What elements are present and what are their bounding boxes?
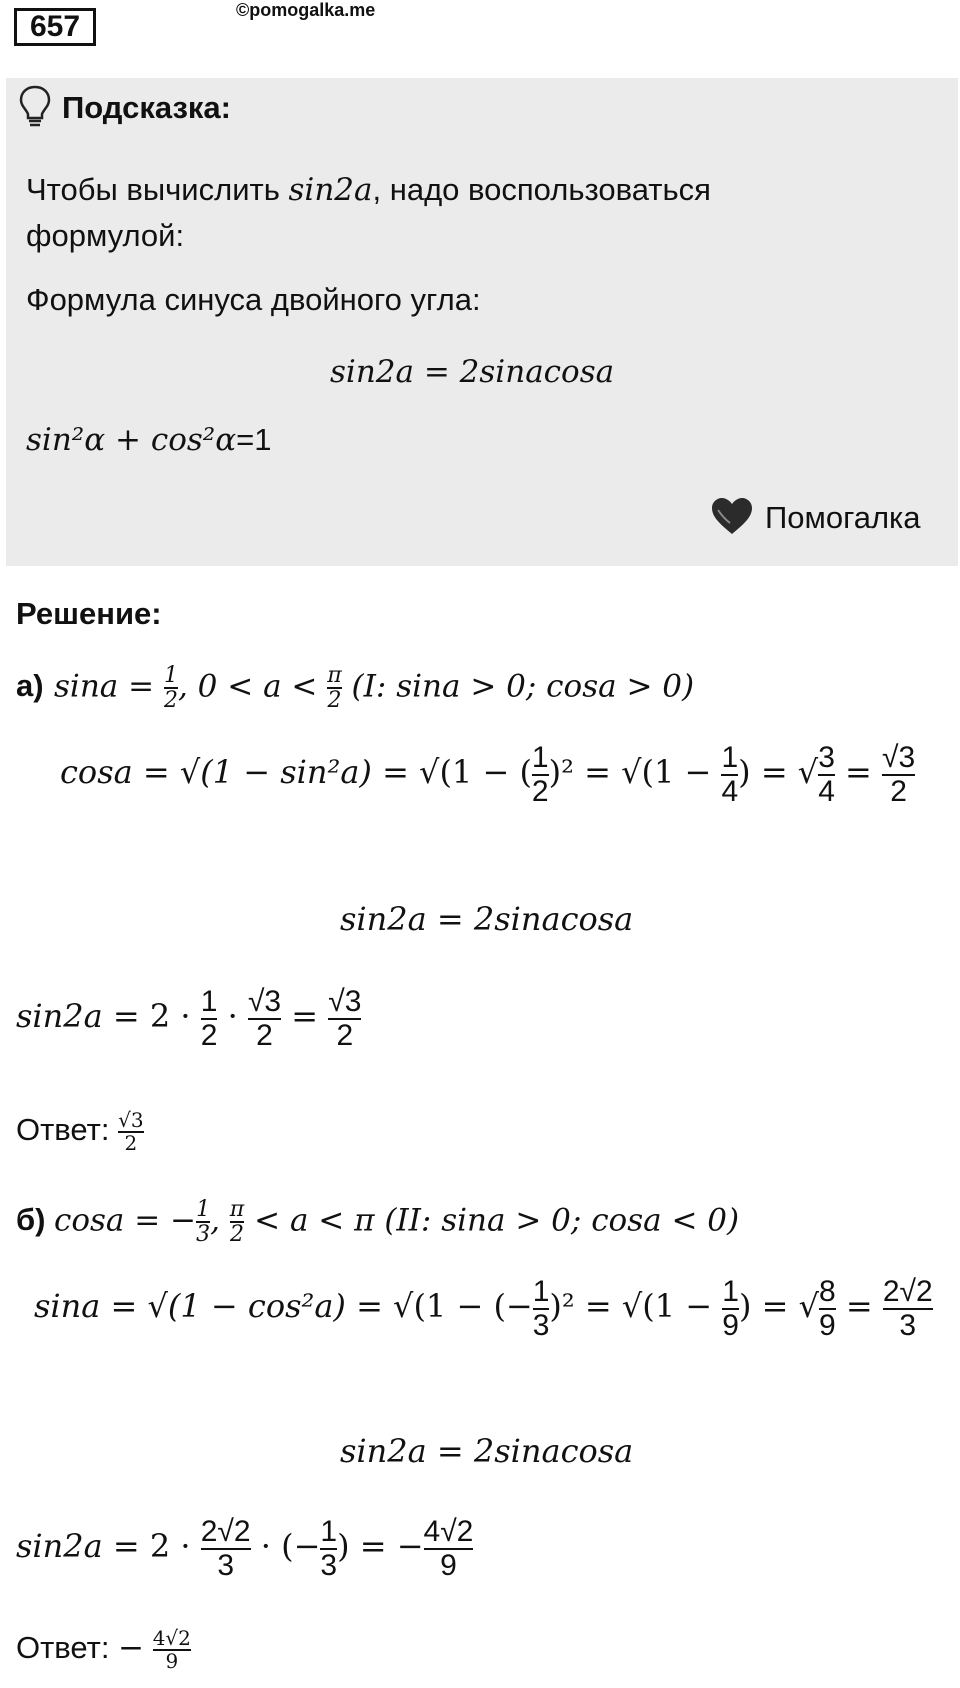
part-a-answer: Ответ: $\frac{√3}{2}$ bbox=[16, 1107, 144, 1155]
hint-title: Подсказка: bbox=[62, 90, 231, 125]
part-a-condition: sina = $\frac{1}{2}$ , 0 < a < $\frac{\pi}{2}$ (I: sina > 0; cosa > 0) bbox=[54, 663, 695, 714]
part-a-label: а) bbox=[16, 668, 44, 703]
hint-paragraph-1-end: формулой: bbox=[26, 218, 185, 253]
solution-title: Решение: bbox=[16, 596, 162, 631]
part-a-formula: sin2a = 2sinacosa bbox=[340, 900, 634, 938]
hint-formula: sin2a = 2sinacosa bbox=[330, 354, 615, 390]
task-number: 657 bbox=[14, 8, 96, 46]
part-b-answer: Ответ: − $\frac{4√2}{9}$ bbox=[16, 1625, 191, 1673]
watermark: ©pomogalka.me bbox=[236, 0, 376, 20]
hint-box bbox=[6, 78, 958, 566]
part-b-label: б) bbox=[16, 1202, 46, 1237]
part-b-step1: sina = √(1 − cos²a) = √(1 − (− $\frac{1}{3}$ )² = √(1 − $\frac{1}{9}$ ) = √ $\frac{8}{9}$ = $\frac{2√2}{3}$ bbox=[34, 1275, 933, 1342]
hint-paragraph-2: Формула синуса двойного угла: bbox=[26, 282, 481, 317]
lightbulb-icon bbox=[18, 84, 52, 128]
heart-icon bbox=[710, 496, 754, 536]
part-b-step2: sin2a = 2 · $\frac{2√2}{3}$ · (− $\frac{1}{3}$ ) = − $\frac{4√2}{9}$ bbox=[16, 1515, 474, 1582]
brand-label: Помогалка bbox=[765, 500, 921, 535]
part-a-step1: cosa = √(1 − sin²a) = √(1 − ( $\frac{1}{2}$ )² = √(1 − $\frac{1}{4}$ ) = √ $\frac{3}{4}$ = $\frac{√3}{2}$ bbox=[60, 741, 916, 808]
hint-identity: sin²α + cos²α=1 bbox=[26, 422, 272, 458]
part-b-condition: cosa = − $\frac{1}{3}$ , $\frac{\pi}{2}$ < a < π (II: sina > 0; cosa < 0) bbox=[54, 1197, 740, 1248]
part-a-step2: sin2a = 2 · $\frac{1}{2}$ · $\frac{√3}{2}$ = $\frac{√3}{2}$ bbox=[16, 985, 362, 1052]
part-b-formula: sin2a = 2sinacosa bbox=[340, 1432, 634, 1470]
hint-paragraph-1: Чтобы вычислить sin2a, надо воспользоваться bbox=[26, 172, 711, 208]
